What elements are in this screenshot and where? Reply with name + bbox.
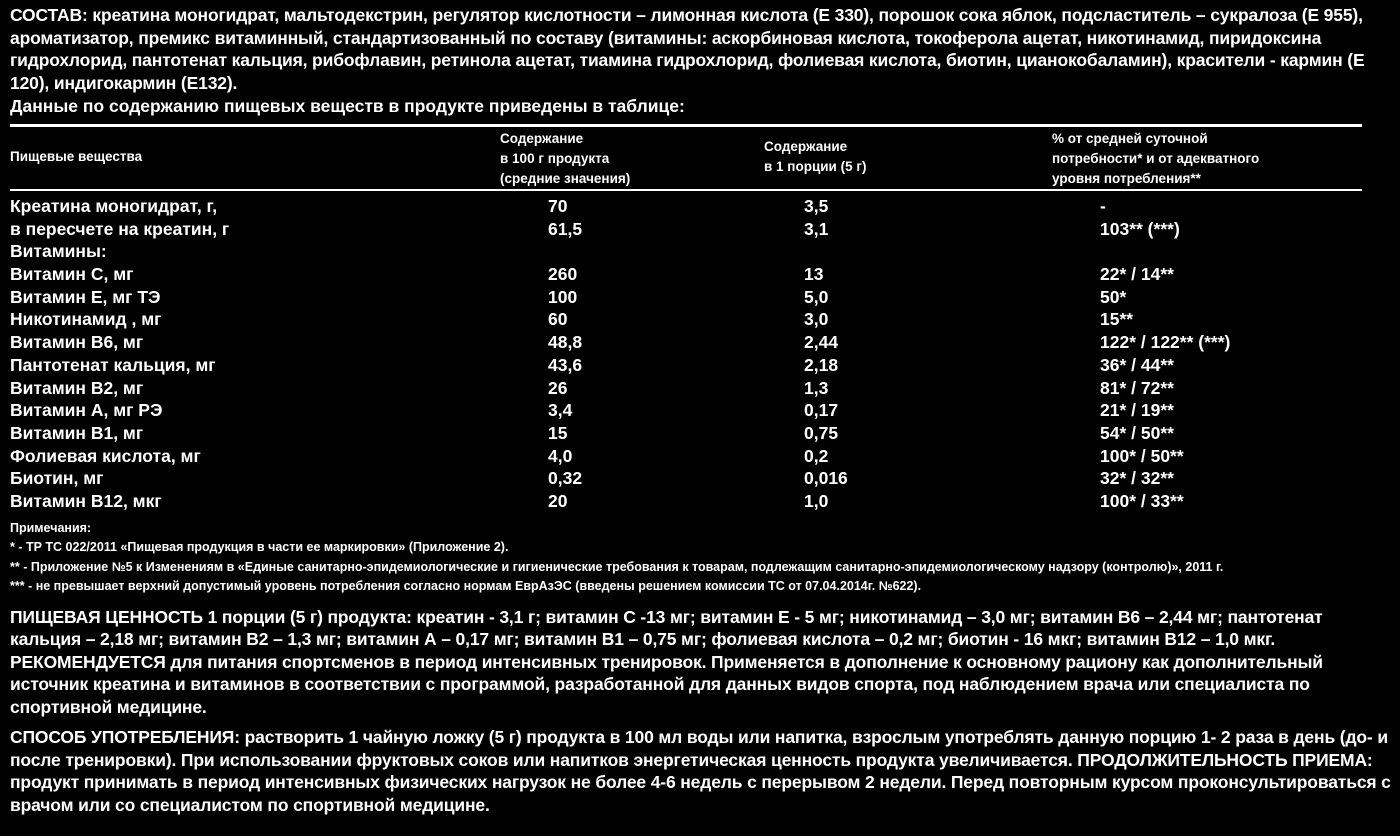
value-per-100g: 61,5: [548, 218, 583, 239]
value-per-100g: 70: [548, 196, 568, 216]
nutrient-name: Витамин В12, мкг: [10, 490, 162, 511]
nutrient-name: Никотинамид , мг: [10, 309, 162, 330]
value-per-100g: 43,6: [548, 354, 583, 375]
nutrient-name: Фолиевая кислота, мг: [10, 445, 201, 466]
value-per-portion: 3,1: [804, 218, 829, 239]
notes-section: [10, 519, 1392, 597]
notes-title: Примечания:: [10, 520, 92, 535]
table-row: [10, 286, 1392, 309]
composition-text: СОСТАВ: креатина моногидрат, мальтодекстрин, регулятор кислотности – лимонная кислота (Е 330), порошок сока яблок, подсластитель – сукралоза (Е 955), ароматизатор, премикс витаминный, стандартизованный по составу (витамины: аскорбиновая кислота, токоферола ацетат, никотинамид, пиридоксина гидрохлорид, пантотенат кальция, рибофлавин, ретинола ацетат, тиамина гидрохлорид, фолиевая кислота, биотин, цианокобаламин), красители - кармин (Е 120), индигокармин (Е132).: [10, 5, 1365, 93]
nutrient-name: Витамин А, мг РЭ: [10, 400, 163, 421]
value-percent-daily: 100* / 50**: [1100, 445, 1184, 466]
table-row: [10, 263, 1392, 286]
table-row: [10, 331, 1392, 354]
value-per-100g: 100: [548, 286, 578, 307]
value-per-portion: 5,0: [804, 286, 829, 307]
value-percent-daily: 100* / 33**: [1100, 490, 1184, 511]
nutrient-name: Креатина моногидрат, г,: [10, 196, 218, 216]
value-percent-daily: 54* / 50**: [1100, 422, 1174, 443]
value-percent-daily: -: [1100, 196, 1106, 216]
table-row: [10, 399, 1392, 422]
value-percent-daily: 32* / 32**: [1100, 468, 1174, 489]
nutrient-name: Витамин Е, мг ТЭ: [10, 286, 161, 307]
table-row: [10, 195, 1392, 218]
header-percent-daily: % от средней суточной потребности* и от адекватного уровня потребления**: [1052, 131, 1260, 186]
table-intro: Данные по содержанию пищевых веществ в продукте приведены в таблице:: [10, 96, 685, 116]
table-row: [10, 308, 1392, 331]
value-per-100g: 26: [548, 377, 568, 398]
value-percent-daily: 103** (***): [1100, 218, 1180, 239]
header-per-100g: Содержание в 100 г продукта (средние значения): [500, 131, 631, 186]
value-per-portion: 3,5: [804, 196, 829, 216]
value-per-100g: 60: [548, 309, 568, 330]
value-per-portion: 3,0: [804, 309, 829, 330]
value-per-portion: 1,3: [804, 377, 829, 398]
header-per-portion: Содержание в 1 порции (5 г): [764, 139, 867, 174]
value-per-100g: 48,8: [548, 332, 583, 353]
value-percent-daily: 122* / 122** (***): [1100, 332, 1231, 353]
nutrient-name: Пантотенат кальция, мг: [10, 354, 216, 375]
table-row: [10, 467, 1392, 490]
note-item: ** - Приложение №5 к Изменениям в «Единые санитарно-эпидемиологические и гигиенические требования к товарам, подлежащим санитарно-эпидемиологическому надзору (контролю)», 2011 г.: [10, 559, 1224, 574]
table-row: [10, 445, 1392, 468]
header-nutrients: Пищевые вещества: [10, 149, 143, 164]
value-per-portion: 13: [804, 264, 824, 285]
value-per-portion: 0,75: [804, 422, 839, 443]
nutrient-name: в пересчете на креатин, г: [10, 218, 230, 239]
usage-text: СПОСОБ УПОТРЕБЛЕНИЯ: растворить 1 чайную ложку (5 г) продукта в 100 мл воды или напитка, взрослым употреблять данную порцию 1- 2 раза в день (до- и после тренировки). При использовании фруктовых соков или напитков энергетическая ценность продукта увеличивается. ПРОДОЛЖИТЕЛЬНОСТЬ ПРИЕМА: продукт принимать в период интенсивных физических нагрузок не более 4-6 недель с перерывом 2 недели. Перед повторным курсом проконсультироваться с врачом или со специалистом по спортивной медицине.: [10, 727, 1391, 815]
note-item: * - ТР ТС 022/2011 «Пищевая продукция в части ее маркировки» (Приложение 2).: [10, 540, 509, 555]
nutrient-name: Биотин, мг: [10, 468, 104, 489]
table-row: [10, 240, 1392, 263]
label-document: [10, 4, 1392, 816]
value-percent-daily: 22* / 14**: [1100, 264, 1174, 285]
value-per-100g: 20: [548, 490, 568, 511]
value-per-portion: 1,0: [804, 490, 829, 511]
nutrient-name: Витамин В1, мг: [10, 422, 144, 443]
table-row: [10, 218, 1392, 241]
value-per-100g: 4,0: [548, 445, 573, 466]
nutrient-name: Витамин В6, мг: [10, 332, 144, 353]
value-per-portion: 0,016: [804, 468, 848, 489]
value-per-100g: 3,4: [548, 400, 573, 421]
value-per-portion: 2,18: [804, 354, 839, 375]
table-row: [10, 490, 1392, 513]
table-header: [10, 127, 1392, 189]
value-per-portion: 2,44: [804, 332, 839, 353]
table-body: [10, 191, 1392, 513]
value-percent-daily: 15**: [1100, 309, 1134, 330]
value-per-100g: 260: [548, 264, 578, 285]
table-row: [10, 354, 1392, 377]
value-per-100g: 15: [548, 422, 568, 443]
value-percent-daily: 21* / 19**: [1100, 400, 1174, 421]
value-percent-daily: 50*: [1100, 286, 1127, 307]
value-per-portion: 0,17: [804, 400, 839, 421]
nutritional-value-text: ПИЩЕВАЯ ЦЕННОСТЬ 1 порции (5 г) продукта: креатин - 3,1 г; витамин С -13 мг; витамин Е - 5 мг; никотинамид – 3,0 мг; витамин В6 – 2,44 мг; пантотенат кальция – 2,18 мг; витамин В2 – 1,3 мг; витамин А – 0,17 мг; витамин В1 – 0,75 мг; фолиевая кислота – 0,2 мг; биотин - 16 мкг; витамин В12 – 1,0 мкг. РЕКОМЕНДУЕТСЯ для питания спортсменов в период интенсивных тренировок. Применяется в дополнение к основному рациону как дополнительный источник креатина и витаминов в соответствии с программой, разработанной для данных видов спорта, под наблюдением врача или специалиста по спортивной медицине.: [10, 606, 1323, 717]
table-row: [10, 422, 1392, 445]
value-per-100g: 0,32: [548, 468, 583, 489]
value-percent-daily: 81* / 72**: [1100, 377, 1174, 398]
value-per-portion: 0,2: [804, 445, 829, 466]
nutrient-name: Витамин В2, мг: [10, 377, 144, 398]
note-item: *** - не превышает верхний допустимый уровень потребления согласно нормам ЕврАзЭС (введены решением комиссии ТС от 07.04.2014г. №622).: [10, 579, 922, 594]
nutrient-name: Витамин С, мг: [10, 264, 134, 285]
value-percent-daily: 36* / 44**: [1100, 354, 1174, 375]
nutrient-name: Витамины:: [10, 241, 107, 262]
table-row: [10, 377, 1392, 400]
